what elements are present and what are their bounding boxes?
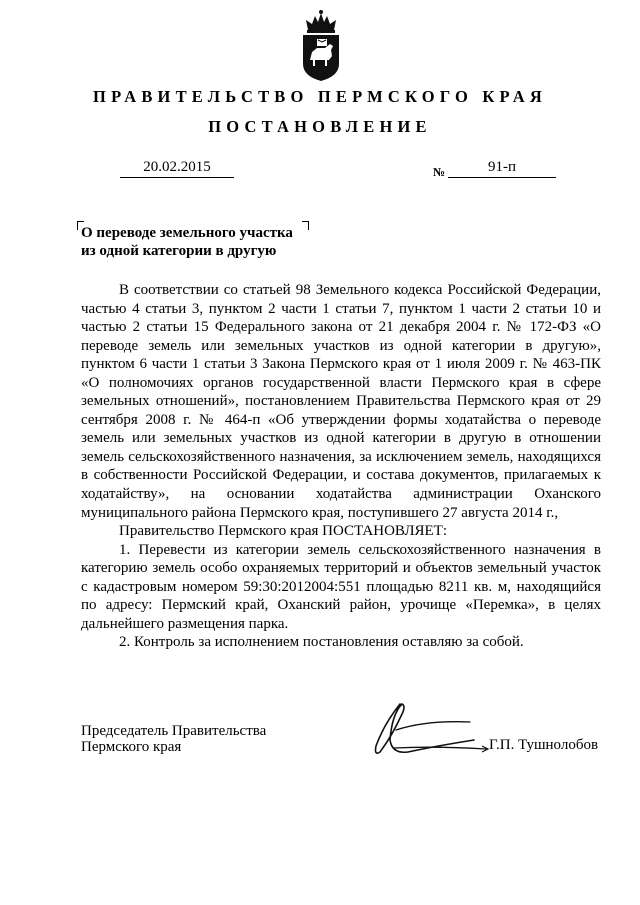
preamble-paragraph: В соответствии со статьей 98 Земельного кодекса Российской Федерации, частью 4 статьи 3, пунктом 2 части 1 статьи 7, пунктом 1 части 2 статьи 10 и частью 2 статьи 15 Федерального закона от 21 декабря 2004 г. № 172-ФЗ «О переводе земель или земельных участков из одной категории в другую», пунктом 6 части 1 статьи 3 Закона Пермского края от 1 июля 2009 г. № 463-ПК «О полномочиях органов государственной власти Пермского края в сфере земельных отношений», постановлением Правительства Пермского края от 29 сентября 2008 г. № 464-п «Об утверждении формы ходатайства о переводе земель или земельных участков из одной категории в другую в отношении земель сельскохозяйственного назначения, за исключением земель, находящихся в собственности Российской Федерации, и состава документов, прилагаемых к ходатайству», на основании ходатайства администрации Оханского муниципального района Пермского края, поступившего 27 августа 2014 г., (81, 282, 601, 521)
document-date: 20.02.2015 (120, 159, 234, 178)
government-title: ПРАВИТЕЛЬСТВО ПЕРМСКОГО КРАЯ (93, 87, 547, 106)
number-sign: № (433, 165, 446, 179)
signer-name: Г.П. Тушнолобов (489, 737, 599, 753)
subject-line-2: из одной категории в другую (81, 243, 277, 259)
document-type: ПОСТАНОВЛЕНИЕ (208, 117, 432, 136)
item-1-paragraph: 1. Перевести из категории земель сельскохозяйственного назначения в категорию земель особо охраняемых территорий и объектов земельный участок с кадастровым номером 59:30:2012004:551 площадью 8211 кв. м, находящийся по адресу: Пермский край, Оханский район, урочище «Перемка», в целях дальнейшего размещения парка. (81, 541, 601, 632)
subject-corner-right (302, 221, 309, 230)
item-2-paragraph: 2. Контроль за исполнением постановления оставляю за собой. (119, 634, 524, 651)
signer-position-line-2: Пермского края (81, 739, 182, 755)
document-number: 91-п (448, 159, 556, 178)
signer-position (81, 723, 266, 755)
perm-krai-coat-of-arms-icon (298, 8, 344, 82)
document-body (81, 281, 601, 652)
signer-position-line-1: Председатель Правительства (81, 723, 267, 739)
document-subject (81, 224, 293, 260)
subject-line-1: О переводе земельного участка (81, 225, 293, 241)
resolves-paragraph: Правительство Пермского края ПОСТАНОВЛЯЕТ: (119, 523, 448, 540)
handwritten-signature (366, 700, 490, 766)
